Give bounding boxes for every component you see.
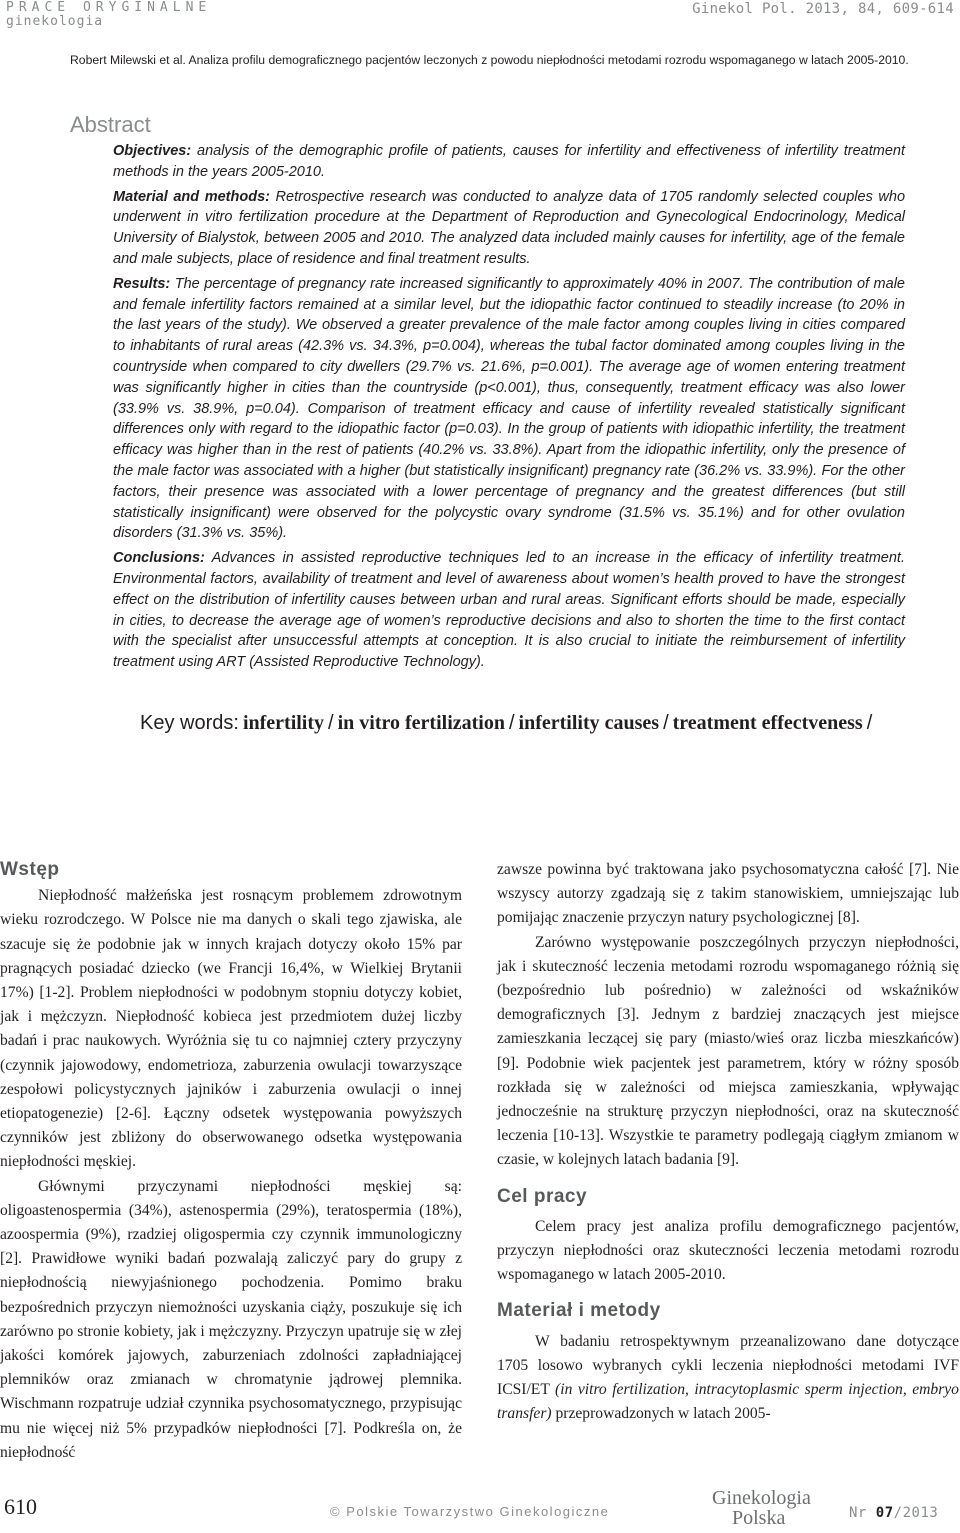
logo-line1: Ginekologia [712, 1488, 811, 1509]
section-label: ginekologia [6, 14, 104, 29]
body-paragraph: Zarówno występowanie poszczególnych przyczyn niepłodności, jak i skuteczność leczenia metodami rozrodu wspomaganego różnią się (bezpośrednio lub pośrednio) w zależności od wskaźników demograficznych [3]. Jednym z bardziej znaczących jest miejsce zamieszkania leczącej się pary (miasto/wieś oraz liczba mieszkańców) [9]. Podobnie wiek pacjentek jest parametrem, który w różny sposób rozkłada się w zależności od miejsca zamieszkania, wpływając jednocześnie na strukturę przyczyn niepłodności, oraz na skuteczność leczenia [10-13]. Wszystkie te parametry podlegają ciągłym zmianom w czasie, w kolejnych latach badania [9]. [497, 933, 959, 1169]
issue-number [849, 1505, 938, 1521]
keyword: treatment effectveness [672, 712, 863, 734]
keyword-separator: / [508, 712, 515, 734]
body-column-left [0, 858, 462, 1465]
section-heading-material: Materiał i metody [497, 1300, 661, 1322]
objectives-text: analysis of the demographic profile of patients, causes for infertility and effectiveness of infertility treatment methods in the years 2005-2010. [113, 143, 905, 180]
section-heading-cel: Cel pracy [497, 1185, 588, 1207]
results-text: The percentage of pregnancy rate increased significantly to approximately 40% in 2007. The contribution of male and female infertility factors remained at a similar level, but the idiopathic factor continued to steadily increase (to 20% in the last years of the study). We observed a greater prevalence of the male factor among couples living in cities compared to inhabitants of rural areas (42.3% vs. 34.3%, p=0.004), whereas the tubal factor dominated among couples living in the countryside when compared to city dwellers (29.7% vs. 21.6%, p=0.001). The average age of women entering treatment was significantly higher in cities than the countryside (p<0.001), thus, consequently, treatment efficacy was also lower (33.9% vs. 38.9%, p=0.04). Comparison of treatment efficacy and cause of infertility revealed statistically significant differences only with regard to the idiopathic factor (p=0.03). In the group of patients with idiopathic infertility, the treatment efficacy was higher than in the rest of patients (40.2% vs. 33.8%). Apart from the idiopathic infertility, only the presence of the male factor was associated with a higher (but statistically insignificant) pregnancy rate (36.2% vs. 33.9%). For the other factors, their presence was associated with a lower percentage of pregnancy and the greatest differences (but still statistically insignificant) were observed for the polycystic ovary syndrome (31.5% vs. 35.1%) and for other ovulation disorders (31.3% vs. 35%). [113, 275, 905, 542]
keyword: infertility causes [518, 712, 660, 734]
page-number: 610 [4, 1494, 37, 1519]
abstract-results [113, 274, 905, 544]
conclusions-text: Advances in assisted reproductive techniques led to an increase in the efficacy of infertility treatment. Environmental factors, availability of treatment and level of awareness about women’s health proved to have the strongest effect on the distribution of infertility causes between urban and rural areas. Significant efforts should be made, especially in cities, to decrease the average age of women’s reproductive decisions and also to shorten the time to the first contact with the specialist after unsuccessful attempts at conception. It is also crucial to initiate the reimbursement of infertility treatment using ART (Assisted Reproductive Technology). [113, 550, 905, 671]
journal-citation: Ginekol Pol. 2013, 84, 609-614 [692, 1, 954, 17]
material-text-italic: (in vitro fertilization, intracytoplasmic sperm injection, embryo transfer) [497, 1381, 959, 1423]
issue-prefix: Nr [849, 1505, 876, 1521]
abstract-heading: Abstract [70, 112, 151, 137]
series-label: PRACE ORYGINALNE [6, 0, 212, 15]
abstract-methods [113, 187, 905, 270]
running-head: Robert Milewski et al. Analiza profilu demograficznego pacjentów leczonych z powodu niepłodności metodami rozrodu wspomaganego w latach 2005-2010. [70, 53, 909, 67]
abstract-conclusions [113, 548, 905, 673]
section-heading-wstep: Wstęp [0, 859, 60, 880]
material-text: W badaniu retrospektywnym przeanalizowano dane dotyczące 1705 losowo wybranych cykli leczenia niepłodności metodami IVF ICSI/ET [497, 1332, 959, 1399]
abstract-body [113, 141, 905, 677]
body-paragraph: zawsze powinna być traktowana jako psychosomatyczna całość [7]. Nie wszyscy autorzy zgadzają się z takim stanowiskiem, umniejszając lub pomijając znaczenie przyczyn natury psychologicznej [8]. [497, 861, 959, 927]
keywords-label: Key words: [140, 712, 239, 734]
keyword-separator: / [663, 712, 669, 734]
issue-year: /2013 [893, 1505, 939, 1521]
keywords-line [140, 712, 872, 735]
body-paragraph: Celem pracy jest analiza profilu demograficznego pacjentów, przyczyn niepłodności oraz skuteczności leczenia metodami rozrodu wspomaganego w latach 2005-2010. [497, 1217, 959, 1284]
abstract-objectives [113, 141, 905, 183]
results-label: Results: [113, 275, 171, 292]
journal-logo [708, 1488, 838, 1528]
logo-line2: Polska [732, 1507, 786, 1528]
objectives-label: Objectives: [113, 143, 192, 159]
methods-text: Retrospective research was conducted to analyze data of 1705 randomly selected couples who underwent in vitro fertilization procedure at the Department of Reproduction and Gynecological Endocrinology, Medical University of Bialystok, between 2005 and 2010. The analyzed data included mainly causes for infertility, age of the female and male subjects, place of residence and final treatment results. [113, 188, 906, 267]
body-paragraph [497, 1330, 959, 1427]
conclusions-label: Conclusions: [113, 550, 205, 567]
keyword-separator: / [328, 712, 334, 734]
material-text-end: przeprowadzonych w latach 2005- [551, 1405, 771, 1423]
body-paragraph: Niepłodność małżeńska jest rosnącym problemem zdrowotnym wieku rozrodczego. W Polsce nie ma danych o skali tego zjawiska, ale szacuje się że podobnie jak w innych krajach dotyczy około 15% par pragnących posiadać dziecko (we Francji 16,4%, w Wielkiej Brytanii 17%) [1-2]. Problem niepłodności w podobnym stopniu dotyczy kobiet, jak i mężczyzn. Niepłodność kobieca jest przedmiotem dużej liczby badań i prac naukowych. Wyróżnia się tu co najmniej cztery przyczyny (czynnik jajowodowy, endometrioza, zaburzenia owulacji towarzyszące zespołowi policystycznych jajników i zaburzenia owulacji o innej etiopatogenezie) [2-6]. Łączny odsetek występowania powyższych czynników jest zbliżony do obserwowanego odsetka występowania niepłodności męskiej. [0, 887, 462, 1171]
keyword: in vitro fertilization [337, 712, 505, 734]
methods-label: Material and methods: [113, 188, 270, 205]
body-column-right [497, 858, 959, 1426]
keyword: infertility [242, 712, 325, 734]
body-paragraph: Głównymi przyczynami niepłodności męskiej są: oligoastenospermia (34%), astenospermia (29%), teratospermia (18%), azoospermia (9%), rzadziej oligospermia czy czynnik immunologiczny [2]. Prawidłowe wyniki badań pozwalają zaliczyć pary do grupy z niepłodnością niewyjaśnionego pochodzenia. Pomimo braku bezpośrednich przyczyn niemożności uzyskania ciąży, poszukuje się ich zarówno po stronie kobiety, jak i mężczyzny. Przyczyn upatruje się w złej jakości komórek jajowych, zaburzeniach zdolności zapładniającej plemników oraz zmianach w chromatynie jądrowej plemnika. Wischmann rozpatruje udział czynnika psychosomatycznego, przypisując mu nie więcej niż 5% przypadków niepłodności [7]. Podkreśla on, że niepłodność [0, 1177, 462, 1461]
issue-number-value: 07 [875, 1505, 894, 1521]
keyword-separator: / [866, 712, 873, 734]
society-name: © Polskie Towarzystwo Ginekologiczne [330, 1504, 610, 1519]
